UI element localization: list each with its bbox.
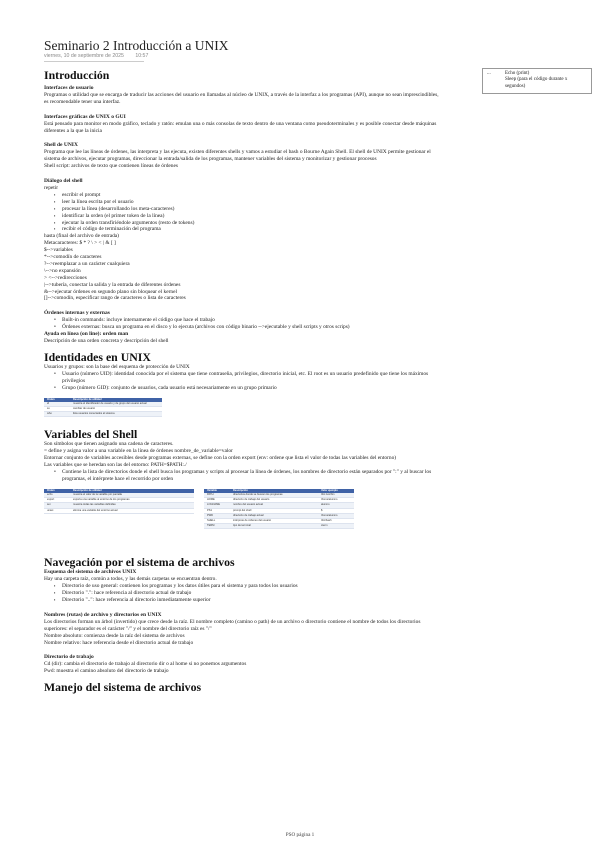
text-line: &-->ejecutar órdenes en segundo plano sin bloquear el kernel [44, 288, 177, 295]
text-line: $-->variables [44, 247, 73, 254]
list-item: • Built-in commands: incluye internamente el código que hace el trabajo [54, 317, 444, 324]
identity-table [44, 398, 162, 418]
table-row: export exporta una variable al entorno de los programas [44, 498, 194, 503]
paragraph: Programa que lee las líneas de órdenes, las interpreta y las ejecuta, existen diferentes shells y vamos a estudiar el bash o Bourne Again Shell. El shell de UNIX permite gestionar el sistema de archivos, ejecutar programas, direccionar la entrada/salida de los programas, mantener variables del sistema y monitorizar y gestionar procesos [44, 149, 431, 163]
table-row: TERM tipo de terminal xterm [204, 524, 354, 529]
subheading-shell: Shell de UNIX [44, 142, 78, 149]
variables-tables [44, 489, 444, 530]
directories-list [44, 583, 444, 604]
text-line: Nombre relativo: hace referencia desde el directorio actual de trabajo [44, 639, 194, 646]
subheading-esquema: Esquema del sistema de archivos UNIX [44, 569, 137, 576]
table-row: PWD directorio de trabajo actual /home/alumno [204, 513, 354, 518]
subheading-ayuda: Ayuda en línea (on line): orden man [44, 331, 129, 338]
list-item: ▪ leer la línea escrita por el usuario [54, 199, 444, 206]
list-item: ▪ Directorio ".": hace referencia al directorio actual de trabajo [54, 590, 444, 597]
page-footer: PSO página 1 [285, 832, 315, 838]
table-row: PS1 prompt del shell $ [204, 508, 354, 513]
list-item: ▪ escribir el prompt [54, 192, 444, 199]
table-row: PATH directorios donde se buscan los programas /bin:/usr/bin [204, 493, 354, 498]
identity-list [44, 371, 444, 392]
table-row: unset elimina una variable del entorno actual [44, 508, 194, 513]
subheading-interfaces-usuario: Interfaces de usuario [44, 85, 94, 91]
table-row: id muestra el identificador de usuario y de grupo del usuario actual [44, 402, 162, 407]
subheading-directorio-trabajo: Directorio de trabajo [44, 654, 94, 661]
list-item: • Usuario (número UID): identidad conocida por el sistema que tiene contraseña, privilegios, directorio inicial, etc. El root es un usuario predefinido que tiene los máximos privilegios [54, 371, 444, 385]
list-item: ▪ recibir el código de terminación del programa [54, 226, 444, 233]
table-row: LOGNAME nombre del usuario actual alumno [204, 503, 354, 508]
table-row: su cambiar de usuario [44, 406, 162, 411]
subheading-nombres: Nombres (rutas) de archivo y directorios en UNIX [44, 611, 162, 618]
side-note-row-2 [487, 77, 587, 90]
commands-list [44, 317, 444, 331]
page-time: 10:57 [135, 53, 149, 59]
text-line: Cd (dir): cambia el directorio de trabajo al directorio dir o al home si no ponemos argumentos [44, 661, 247, 668]
heading-introduccion: Introducción [44, 68, 110, 82]
subheading-gui: Interfaces gráficas de UNIX o GUI [44, 113, 126, 120]
paragraph: Descripción de una orden concreta y descripción del shell [44, 338, 169, 344]
table-row: SHELL intérprete de órdenes del usuario /bin/bash [204, 519, 354, 524]
table-row: set muestra todas las variables definidas [44, 503, 194, 508]
side-note-marker: ... [487, 71, 491, 76]
table-header: Orden [44, 398, 70, 402]
identity-table-image [44, 398, 444, 418]
title-divider [44, 61, 144, 62]
list-item: • Grupo (número GID): conjunto de usuarios, cada usuario está necesariamente en un grupo primario [54, 385, 444, 392]
list-item: ▪ Directorio "..": hace referencia al directorio inmediatamente superior [54, 597, 444, 604]
paragraph: repetir [44, 184, 59, 191]
table-row: HOME directorio de trabajo del usuario /home/alumno [204, 498, 354, 503]
text-line: \-->no expansión [44, 267, 81, 274]
page-title: Seminario 2 Introducción a UNIX [44, 38, 229, 53]
list-item: ▪ identificar la orden (el primer token de la línea) [54, 213, 444, 220]
text-line: = define y asigna valor a una variable en la línea de órdenes nombre_de_variable=valor [44, 448, 233, 455]
heading-variables: Variables del Shell [44, 427, 138, 442]
list-item: ▪ ejecutar la orden transfiriéndole argumentos (resto de tokens) [54, 220, 444, 227]
paragraph: Shell script: archivos de texto que contienen líneas de órdenes [44, 163, 178, 170]
heading-manejo: Manejo del sistema de archivos [44, 680, 202, 695]
heading-identidades: Identidades en UNIX [44, 349, 151, 364]
date-line [44, 53, 158, 59]
text-line: Son símbolos que tienen asignado una cadena de caracteres. [44, 441, 174, 448]
path-list [44, 469, 444, 483]
text-line: ?-->reemplazar a un carácter cualquiera [44, 260, 130, 267]
side-note-line-1: Echo (print) [505, 71, 530, 76]
variables-orders-table: Orden Descripción de utilidad echo muestra el valor de la variable por pantalla export exporta una variable al entorno de los programas set muestra todas las variables definidas unset elimina una variable del entorno actual [44, 489, 194, 514]
subheading-ordenes: Órdenes internas y externas [44, 310, 110, 317]
list-item: • Órdenes externas: busca un programa en el disco y lo ejecuta (archivos con código binario -->ejecutable y shell scripts y otros scrips) [54, 324, 444, 331]
side-note[interactable] [482, 68, 592, 94]
dialog-steps-list [44, 192, 444, 233]
page-date: viernes, 10 de septiembre de 2025 [44, 53, 124, 59]
heading-navegacion: Navegación por el sistema de archivos [44, 555, 235, 570]
text-line: Pwd: muestra el camino absoluto del directorio de trabajo [44, 668, 169, 675]
text-line: |-->tubería, conectar la salida y la entrada de diferentes órdenes [44, 281, 181, 288]
environment-variables-table: Variable Descripción Valor ejemplo PATH directorios donde se buscan los programas /bin:/usr/bin HOME directorio de trabajo del usuario /home/alumno LOGNAME nombre del usuario actual alumno PS1 prompt del shell $ PWD directorio de trabajo actual /home/alumno SHELL intérprete de órdenes del usuario /bin/bash TERM tipo de terminal xterm [204, 489, 354, 530]
text-line: *-->comodín de caracteres [44, 254, 102, 261]
text-line: > <-->redirecciones [44, 274, 87, 281]
list-item: ▪ procesar la línea (desarrollando los meta-caracteres) [54, 206, 444, 213]
table-header: Descripción de utilidad [70, 398, 162, 402]
text-line: hasta (final del archivo de entrada) [44, 233, 119, 240]
note-content[interactable] [44, 66, 444, 694]
text-line: Los directorios forman un árbol (invertido) que crece desde la raíz. El nombre completo (camino o path) de un archivo o directorio contiene el nombre de todos los directorios superiores: el separador es el carácter "/" y el nombre del directorio raíz es "/" [44, 618, 421, 632]
table-row: who lista usuarios conectados al sistema [44, 412, 162, 417]
paragraph: Está pensado para monitor en modo gráfico, teclado y ratón: emulan una o más consolas de texto dentro de una ventana como pseudoterminales y es posible conectar desde máquinas diferentes a la que la inicia [44, 120, 437, 134]
paragraph: Hay una carpeta raíz, común a todos, y las demás carpetas se encuentran dentro. [44, 576, 217, 583]
text-line: []-->comodín, especificar rango de caracteres o lista de caracteres [44, 295, 186, 302]
text-line: Nombre absoluto: comienza desde la raíz del sistema de archivos [44, 632, 185, 639]
text-line: Metacaracteres: $ * ? \ > < | & [ ] [44, 240, 116, 247]
list-item: ▪ Directorio de uso general: contienen los programas y los datos útiles para el sistema y para todos los usuarios [54, 583, 444, 590]
table-row: echo muestra el valor de la variable por pantalla [44, 493, 194, 498]
list-item: • Contiene la lista de directorios donde el shell busca los programas y scripts al procesar la línea de órdenes, los nombres de directorio están separados por ":" y al buscar los programas, el intérprete hace el recorrido por orden [54, 469, 444, 483]
text-line: Entornar conjunto de variables accesibles desde programas externas, se define con la orden export (env: ordene que lista el valor de todas las variables del entorno) [44, 455, 397, 462]
text-line: Las variables que se heredan son las del entorno: PATH=$PATH:./ [44, 462, 187, 469]
side-note-line-2: Sleep (para el código durante x segundos) [505, 77, 568, 89]
paragraph: Usuarios y grupos: son la base del esquema de protección de UNIX [44, 363, 190, 370]
subheading-dialogo: Diálogo del shell [44, 178, 83, 185]
paragraph: Programas o utilidad que se encarga de traducir las acciones del usuario en llamadas al núcleo de UNIX, a través de la interfaz a los programas (API), aunque no sean imprescindibles, es recomendable tener una interfaz. [44, 91, 439, 105]
